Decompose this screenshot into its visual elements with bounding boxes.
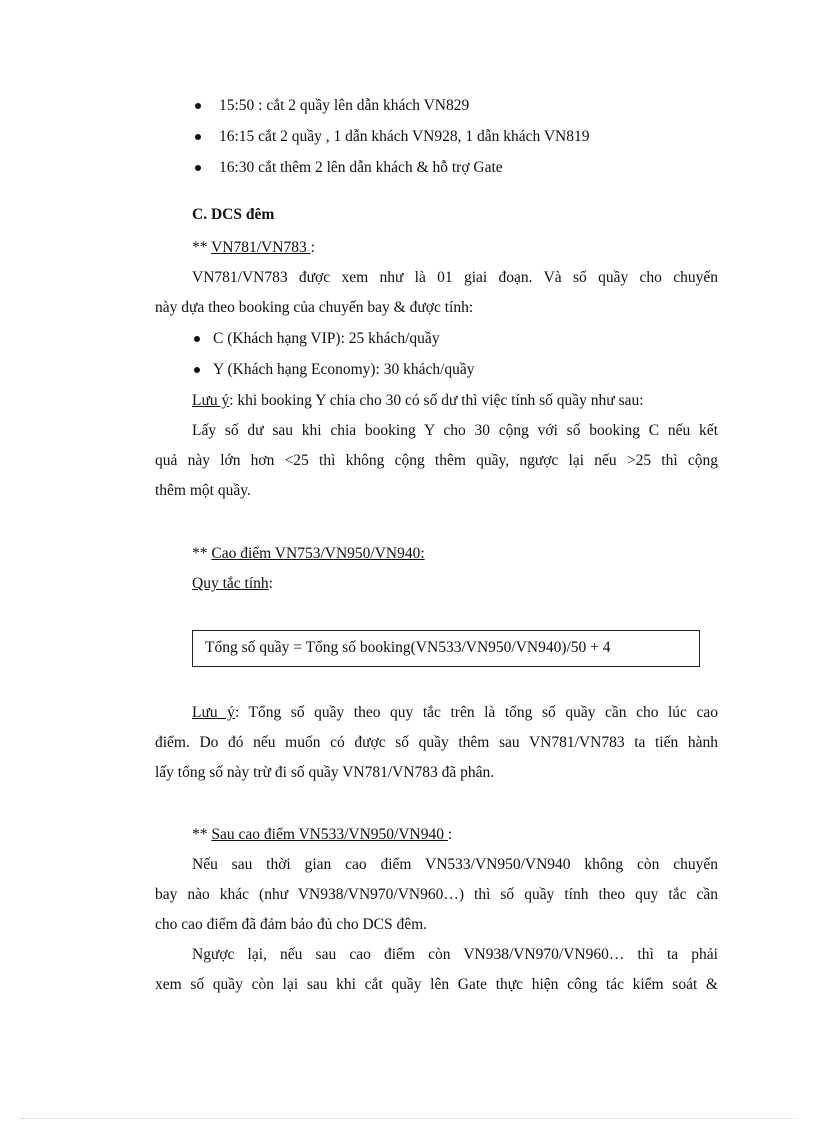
paragraph-line: Ngược lại, nếu sau cao điểm còn VN938/VN970/VN960… thì ta phải xyxy=(192,946,718,963)
paragraph-line: bay nào khác (như VN938/VN970/VN960…) thì số quầy tính theo quy tắc cần xyxy=(155,886,718,903)
list-item: C (Khách hạng VIP): 25 khách/quầy xyxy=(213,329,440,349)
page-bottom-rule xyxy=(20,1118,796,1119)
paragraph-line: xem số quầy còn lại sau khi cắt quầy lên Gate thực hiện công tác kiểm soát & xyxy=(155,976,718,993)
note-line: Lưu ý: Tổng số quầy theo quy tắc trên là tổng số quầy cần cho lúc cao xyxy=(192,704,719,721)
paragraph-line: Nếu sau thời gian cao điểm VN533/VN950/VN940 không còn chuyến xyxy=(192,856,718,873)
list-item: 16:30 cắt thêm 2 lên dẫn khách & hỗ trợ Gate xyxy=(219,158,503,178)
formula-text: Tổng số quầy = Tổng số booking(VN533/VN950/VN940)/50 + 4 xyxy=(205,639,611,656)
bullet-icon xyxy=(195,103,201,109)
bullet-icon xyxy=(194,367,200,373)
subsection-heading: ** Cao điểm VN753/VN950/VN940: xyxy=(192,545,425,562)
list-item: Y (Khách hạng Economy): 30 khách/quầy xyxy=(213,360,475,380)
section-heading: C. DCS đêm xyxy=(192,206,275,223)
list-item: 16:15 cắt 2 quầy , 1 dẫn khách VN928, 1 dẫn khách VN819 xyxy=(219,127,590,147)
note-line: Lưu ý: khi booking Y chia cho 30 có số dư thì việc tính số quầy như sau: xyxy=(192,392,644,409)
bullet-icon xyxy=(194,336,200,342)
bullet-icon xyxy=(195,134,201,140)
formula-box xyxy=(192,630,700,667)
paragraph-line: thêm một quầy. xyxy=(155,482,251,499)
paragraph-line: lấy tổng số này trừ đi số quầy VN781/VN783 đã phân. xyxy=(155,764,495,781)
paragraph-line: điểm. Do đó nếu muốn có được số quầy thêm sau VN781/VN783 ta tiến hành xyxy=(155,734,718,751)
paragraph-line: VN781/VN783 được xem như là 01 giai đoạn. Và số quầy cho chuyến xyxy=(192,269,718,286)
list-item: 15:50 : cắt 2 quầy lên dẫn khách VN829 xyxy=(219,96,469,116)
subsection-heading: ** VN781/VN783 : xyxy=(192,239,315,256)
rule-label: Quy tắc tính: xyxy=(192,575,273,592)
paragraph-line: quả này lớn hơn <25 thì không cộng thêm quầy, ngược lại nếu >25 thì cộng xyxy=(155,452,718,469)
subsection-heading: ** Sau cao điểm VN533/VN950/VN940 : xyxy=(192,826,453,843)
paragraph-line: Lấy số dư sau khi chia booking Y cho 30 cộng với số booking C nếu kết xyxy=(192,422,718,439)
paragraph-line: này dựa theo booking của chuyến bay & được tính: xyxy=(155,299,474,316)
bullet-icon xyxy=(195,165,201,171)
paragraph-line: cho cao điểm đã đảm bảo đủ cho DCS đêm. xyxy=(155,916,428,933)
